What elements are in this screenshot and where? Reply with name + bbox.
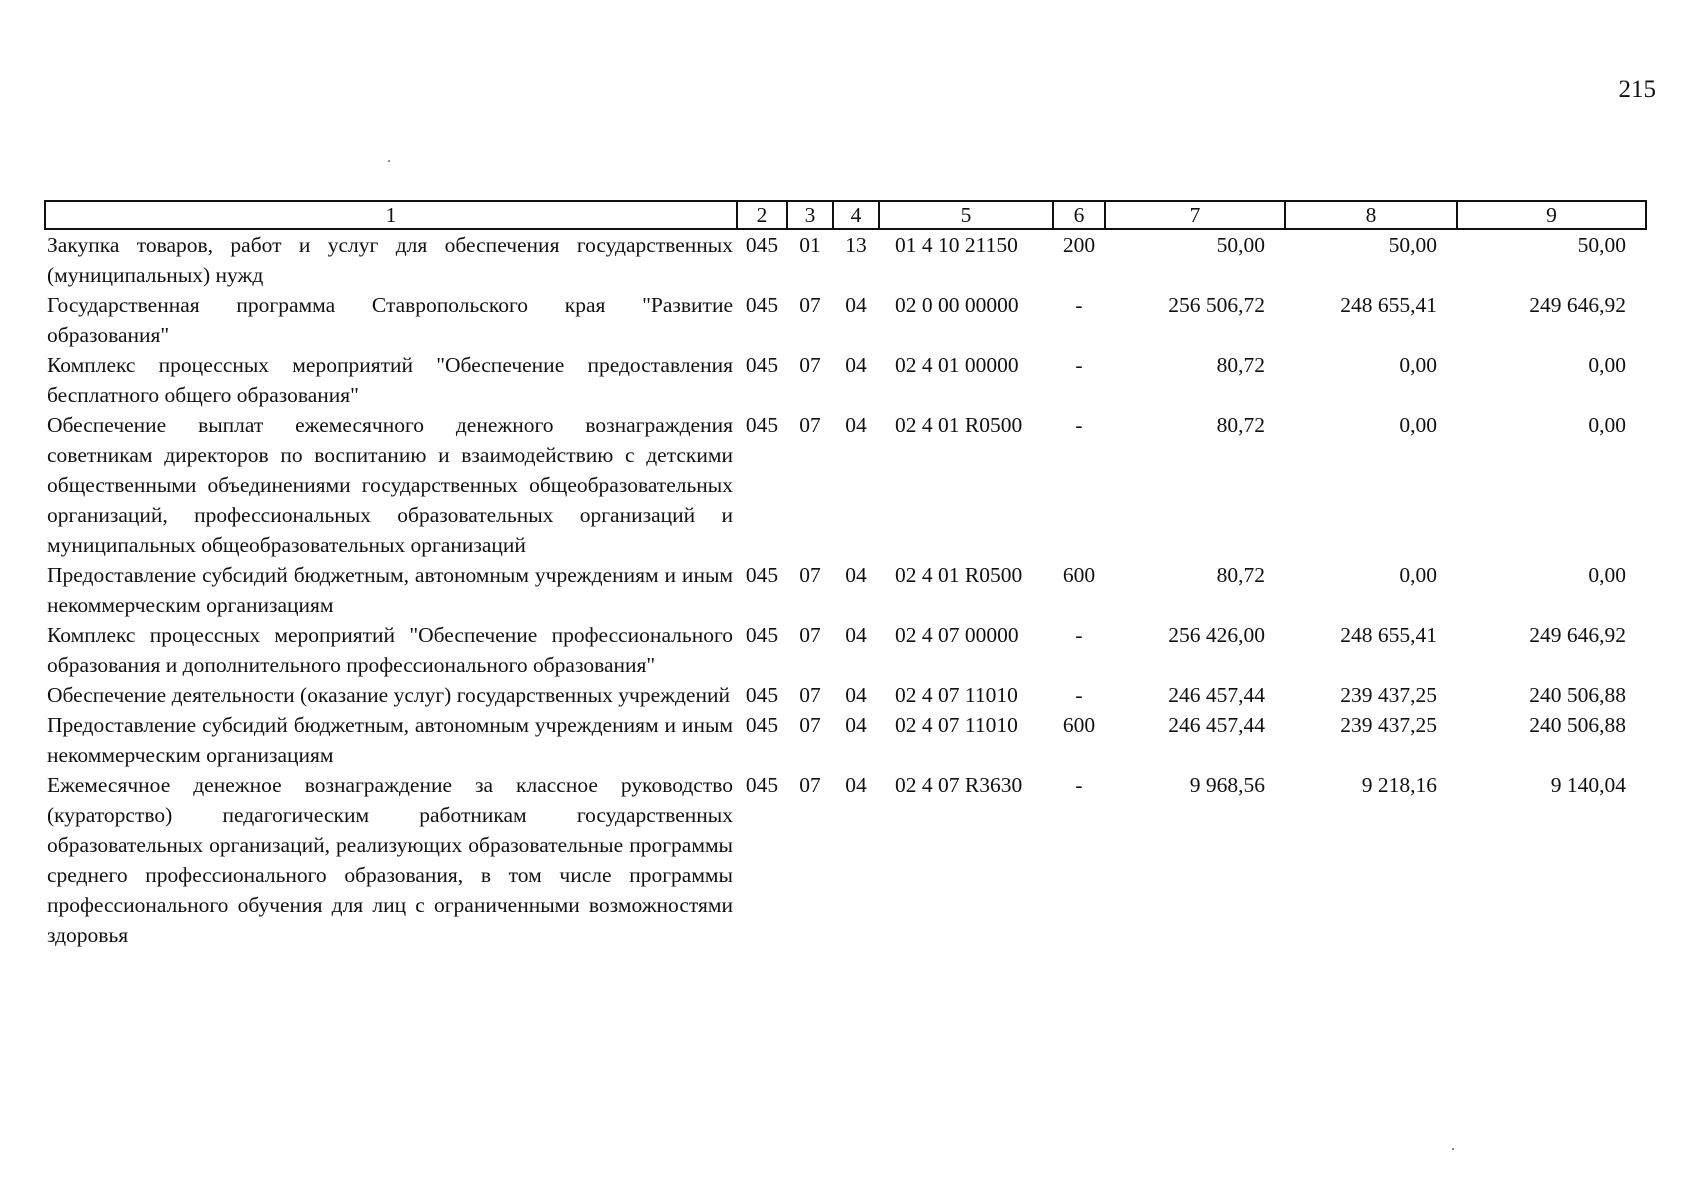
table-row: [45, 229, 1646, 290]
expense-type-code: 200: [1062, 233, 1096, 257]
section-code: 07: [799, 683, 821, 707]
amount-col8: 50,00: [1388, 233, 1437, 257]
column-header: 4: [833, 201, 879, 229]
ministry-code: 045: [745, 683, 779, 707]
section-code: 07: [799, 773, 821, 797]
table-row: [45, 560, 1646, 620]
amount-col8: 0,00: [1399, 563, 1437, 587]
ministry-code: 045: [745, 713, 779, 737]
amount-col8: 0,00: [1399, 353, 1437, 377]
target-article-code: 02 4 07 11010: [895, 683, 1018, 707]
target-article-code: 02 0 00 00000: [895, 293, 1019, 317]
amount-col7: 246 457,44: [1168, 713, 1265, 737]
table-row: [45, 290, 1646, 350]
column-header: 6: [1053, 201, 1105, 229]
ministry-code: 045: [745, 233, 779, 257]
amount-col7: 80,72: [1216, 353, 1265, 377]
table-row: [45, 410, 1646, 560]
row-description: Закупка товаров, работ и услуг для обеспечения государственных (муниципальных) нужд: [47, 233, 733, 287]
ministry-code: 045: [745, 563, 779, 587]
column-header: 2: [737, 201, 787, 229]
ministry-code: 045: [745, 413, 779, 437]
subsection-code: 04: [845, 773, 867, 797]
subsection-code: 04: [845, 293, 867, 317]
amount-col9: 249 646,92: [1529, 623, 1626, 647]
row-description: Предоставление субсидий бюджетным, автономным учреждениям и иным некоммерческим организациям: [47, 563, 733, 617]
amount-col7: 256 506,72: [1168, 293, 1265, 317]
expense-type-code: -: [1075, 353, 1083, 377]
amount-col7: 80,72: [1216, 563, 1265, 587]
expense-type-code: 600: [1062, 563, 1096, 587]
subsection-code: 04: [845, 563, 867, 587]
expense-type-code: -: [1075, 773, 1083, 797]
column-header: 8: [1285, 201, 1457, 229]
header-row: [45, 201, 1646, 229]
expense-type-code: -: [1075, 683, 1083, 707]
amount-col9: 240 506,88: [1529, 713, 1626, 737]
section-code: 07: [799, 413, 821, 437]
column-header: 3: [787, 201, 833, 229]
ministry-code: 045: [745, 293, 779, 317]
column-header: 1: [45, 201, 737, 229]
target-article-code: 02 4 01 00000: [895, 353, 1019, 377]
amount-col8: 9 218,16: [1361, 773, 1437, 797]
amount-col8: 0,00: [1399, 413, 1437, 437]
table-row: [45, 770, 1646, 950]
column-header: 9: [1457, 201, 1646, 229]
amount-col9: 50,00: [1577, 233, 1626, 257]
amount-col9: 240 506,88: [1529, 683, 1626, 707]
subsection-code: 04: [845, 713, 867, 737]
amount-col8: 248 655,41: [1340, 623, 1437, 647]
column-header: 7: [1105, 201, 1285, 229]
section-code: 07: [799, 353, 821, 377]
section-code: 07: [799, 293, 821, 317]
subsection-code: 13: [845, 233, 867, 257]
expense-type-code: -: [1075, 623, 1083, 647]
amount-col8: 248 655,41: [1340, 293, 1437, 317]
section-code: 07: [799, 563, 821, 587]
amount-col8: 239 437,25: [1340, 683, 1437, 707]
page-number: 215: [1618, 76, 1656, 103]
scan-speck: [388, 160, 390, 162]
amount-col9: 249 646,92: [1529, 293, 1626, 317]
budget-table: [44, 200, 1647, 950]
section-code: 01: [799, 233, 821, 257]
row-description: Комплекс процессных мероприятий "Обеспечение профессионального образования и дополнительного профессионального образования": [47, 623, 733, 677]
target-article-code: 02 4 07 11010: [895, 713, 1018, 737]
amount-col7: 9 968,56: [1189, 773, 1265, 797]
table-row: [45, 620, 1646, 680]
target-article-code: 02 4 07 R3630: [895, 773, 1023, 797]
target-article-code: 02 4 01 R0500: [895, 563, 1023, 587]
row-description: Обеспечение выплат ежемесячного денежного вознаграждения советникам директоров по воспитанию и взаимодействию с детскими общественными объединениями государственных общеобразовательных организаций, профессиональных образовательных организаций и муниципальных общеобразовательных организаций: [47, 413, 733, 557]
section-code: 07: [799, 713, 821, 737]
target-article-code: 01 4 10 21150: [895, 233, 1018, 257]
amount-col8: 239 437,25: [1340, 713, 1437, 737]
row-description: Предоставление субсидий бюджетным, автономным учреждениям и иным некоммерческим организациям: [47, 713, 733, 767]
scan-speck: [1452, 1148, 1454, 1150]
row-description: Комплекс процессных мероприятий "Обеспечение предоставления бесплатного общего образования": [47, 353, 733, 407]
amount-col7: 50,00: [1216, 233, 1265, 257]
table-row: [45, 710, 1646, 770]
ministry-code: 045: [745, 353, 779, 377]
subsection-code: 04: [845, 623, 867, 647]
table-row: [45, 350, 1646, 410]
expense-type-code: 600: [1062, 713, 1096, 737]
target-article-code: 02 4 01 R0500: [895, 413, 1023, 437]
target-article-code: 02 4 07 00000: [895, 623, 1019, 647]
row-description: Ежемесячное денежное вознаграждение за классное руководство (кураторство) педагогическим работникам государственных образовательных организаций, реализующих образовательные программы среднего профессионального образования, в том числе программы профессионального обучения для лиц с ограниченными возможностями здоровья: [47, 773, 733, 947]
expense-type-code: -: [1075, 413, 1083, 437]
amount-col9: 0,00: [1588, 413, 1626, 437]
column-header: 5: [879, 201, 1053, 229]
subsection-code: 04: [845, 683, 867, 707]
amount-col7: 80,72: [1216, 413, 1265, 437]
amount-col7: 256 426,00: [1168, 623, 1265, 647]
amount-col9: 0,00: [1588, 353, 1626, 377]
row-description: Государственная программа Ставропольского края "Развитие образования": [47, 293, 733, 347]
ministry-code: 045: [745, 623, 779, 647]
amount-col7: 246 457,44: [1168, 683, 1265, 707]
ministry-code: 045: [745, 773, 779, 797]
row-description: Обеспечение деятельности (оказание услуг) государственных учреждений: [47, 683, 730, 707]
amount-col9: 0,00: [1588, 563, 1626, 587]
subsection-code: 04: [845, 353, 867, 377]
expense-type-code: -: [1075, 293, 1083, 317]
amount-col9: 9 140,04: [1550, 773, 1626, 797]
section-code: 07: [799, 623, 821, 647]
subsection-code: 04: [845, 413, 867, 437]
table-row: [45, 680, 1646, 710]
